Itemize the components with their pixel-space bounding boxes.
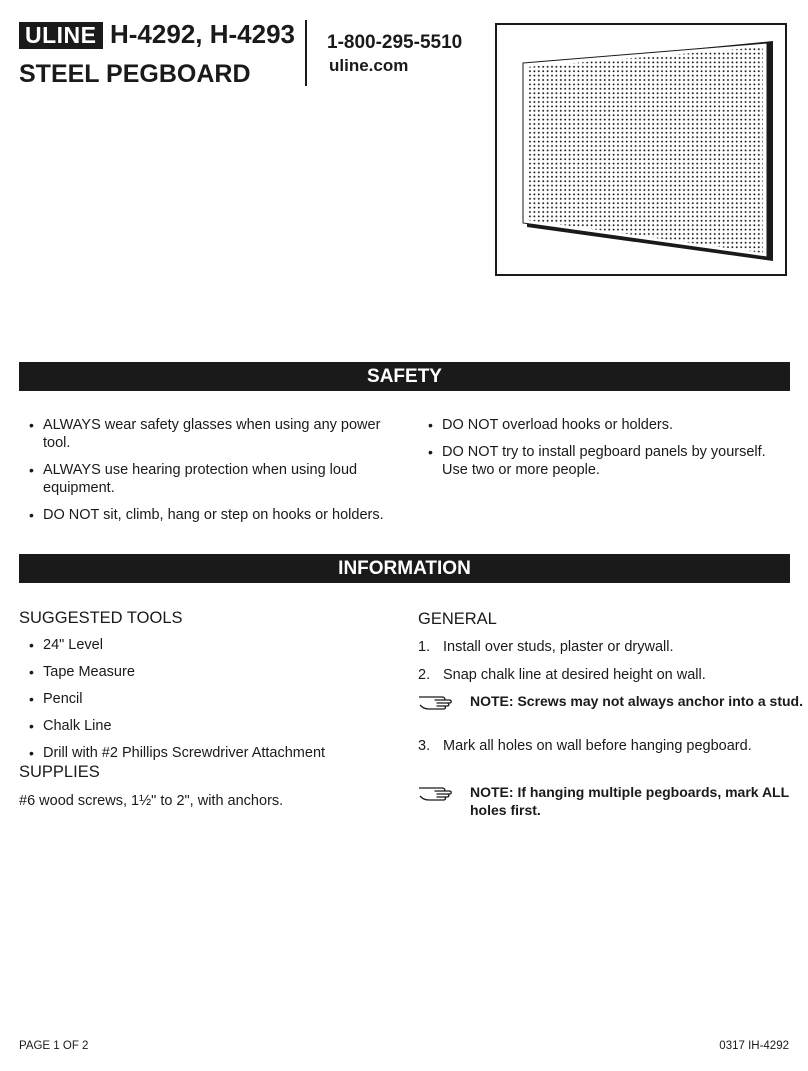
general-step [418,638,788,656]
page-number: PAGE 1 OF 2 [19,1040,89,1052]
website-link[interactable]: uline.com [329,56,409,75]
safety-list-left [19,416,394,533]
brand-logo: ULINE [19,22,103,49]
supplies-text: #6 wood screws, 1½" to 2", with anchors. [19,793,284,809]
note-callout [418,783,808,819]
safety-item: • ALWAYS wear safety glasses when using any power tool. [19,416,394,452]
safety-list-right [418,416,790,488]
safety-item: • DO NOT overload hooks or holders. [418,416,790,434]
pointing-hand-icon [418,692,458,710]
step-text: Snap chalk line at desired height on wall. [443,667,706,683]
phone-number: 1-800-295-5510 [327,32,463,53]
pointing-hand-icon [418,783,458,801]
page-title: STEEL PEGBOARD [19,60,251,88]
safety-heading: SAFETY [19,362,790,391]
note-text: NOTE: If hanging multiple pegboards, mark ALL holes first. [470,784,789,818]
tool-item: • 24" Level [19,636,399,654]
tool-item: • Tape Measure [19,663,399,681]
document-code: 0317 IH-4292 [719,1040,789,1052]
tool-item: • Chalk Line [19,717,399,735]
step-number: 1. [418,639,431,655]
information-heading: INFORMATION [19,554,790,583]
note-callout [418,692,808,710]
pegboard-illustration [497,25,785,274]
note-text: NOTE: Screws may not always anchor into a stud. [470,693,803,709]
tool-item: • Pencil [19,690,399,708]
general-step [418,737,788,755]
tool-item: • Drill with #2 Phillips Screwdriver Attachment [19,744,399,762]
step-text: Install over studs, plaster or drywall. [443,639,674,655]
safety-item: • ALWAYS use hearing protection when using loud equipment. [19,461,394,497]
general-heading: GENERAL [418,610,497,628]
step-number: 2. [418,667,431,683]
safety-item: • DO NOT try to install pegboard panels by yourself. Use two or more people. [418,443,790,479]
step-number: 3. [418,738,431,754]
tools-heading: SUGGESTED TOOLS [19,609,183,627]
model-numbers: H-4292, H-4293 [110,19,295,49]
header-divider [305,20,307,86]
product-image-frame [495,23,787,276]
tools-list [19,636,399,771]
general-step [418,666,788,684]
supplies-heading: SUPPLIES [19,763,100,781]
safety-item: • DO NOT sit, climb, hang or step on hooks or holders. [19,506,394,524]
step-text: Mark all holes on wall before hanging pegboard. [443,738,752,754]
